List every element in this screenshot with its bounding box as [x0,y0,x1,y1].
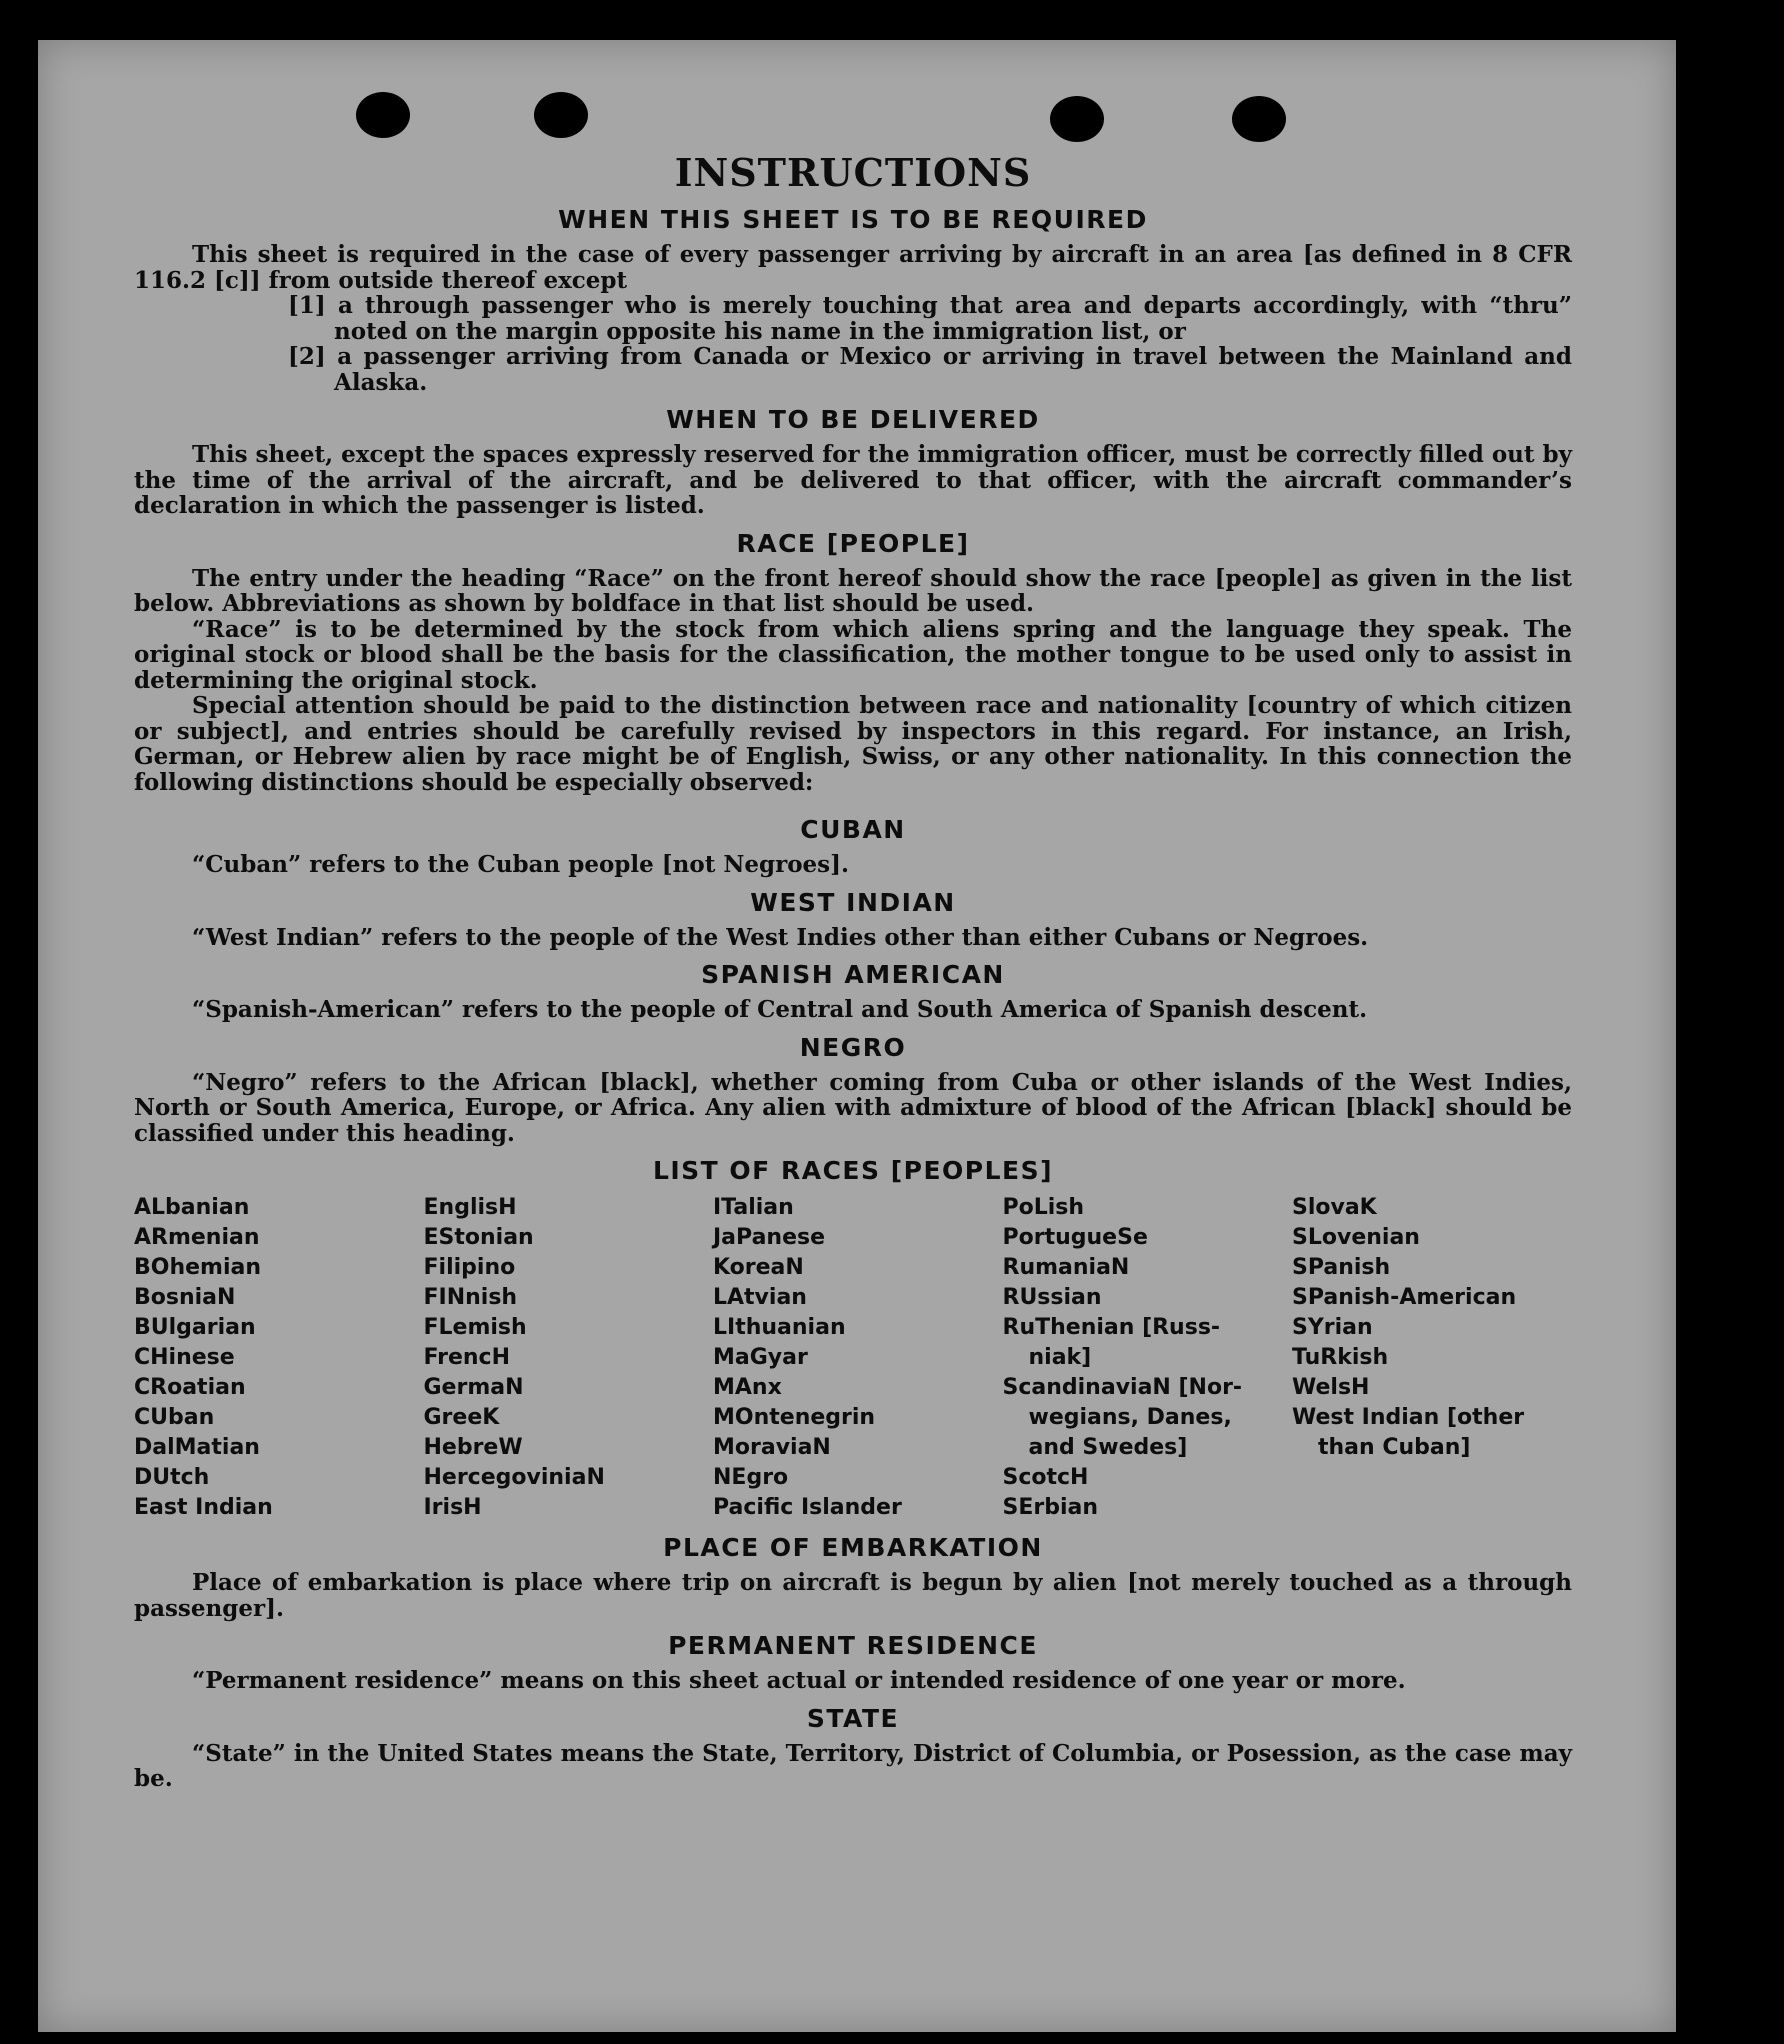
race-item: GreeK [423,1405,500,1430]
race-item: MOntenegrin [713,1405,876,1430]
race-item: ARmenian [134,1225,260,1250]
race-item: FrencH [423,1345,511,1370]
race-item: CUban [134,1405,215,1430]
races-column-2 [424,1193,704,1523]
race-item: SPanish [1292,1255,1391,1280]
race-item: ScotcH [1002,1465,1089,1490]
delivered-text: This sheet, except the spaces expressly reserved for the immigration officer, must be correctly filled out by the time of the arrival of the aircraft, and be delivered to that officer, with the aircraft commander’s declaration in which the passenger is listed. [134,441,1572,519]
races-list [134,1193,1572,1523]
race-item: ALbanian [134,1195,250,1220]
race-item: SlovaK [1292,1195,1377,1220]
race-item: BUlgarian [134,1315,256,1340]
race-item: East Indian [134,1495,273,1520]
race-item: BosniaN [134,1285,236,1310]
race-item: PortugueSe [1002,1225,1148,1250]
race-item: and Swedes] [1028,1435,1188,1460]
required-intro: This sheet is required in the case of every passenger arriving by aircraft in an area [as defined in 8 CFR 116.2 [c]] from outside thereof except [134,241,1572,294]
race-paragraph-3: Special attention should be paid to the distinction between race and nationality [country of which citizen or subject], and entries should be carefully revised by inspectors in this regard. For instance, an Irish, German, or Hebrew alien by race might be of English, Swiss, or any other nationality. In this connection the following distinctions should be especially observed: [134,692,1572,796]
race-item: niak] [1028,1345,1092,1370]
race-item: EStonian [423,1225,534,1250]
required-item-2: [2] a passenger arriving from Canada or Mexico or arriving in travel between the Mainland and Alaska. [288,343,1572,396]
document-page [38,40,1676,2032]
section-heading-residence: PERMANENT RESIDENCE [668,1631,1038,1660]
spanish-american-text: “Spanish-American” refers to the people of Central and South America of Spanish descent. [192,996,1368,1023]
races-column-5 [1292,1193,1572,1523]
race-item: LIthuanian [713,1315,846,1340]
punch-hole [534,92,588,138]
race-item: NEgro [713,1465,789,1490]
section-heading-negro: NEGRO [799,1032,907,1062]
race-item: RumaniaN [1002,1255,1130,1280]
race-item: JaPanese [713,1225,826,1250]
race-item: HercegoviniaN [423,1465,605,1490]
section-heading-west-indian: WEST INDIAN [750,887,956,917]
race-item: SLovenian [1292,1225,1420,1250]
west-indian-text: “West Indian” refers to the people of the West Indies other than either Cubans or Negroes. [192,923,1369,951]
race-item: RUssian [1002,1285,1102,1310]
section-heading-cuban: CUBAN [800,815,906,844]
section-heading-spanish-american: SPANISH AMERICAN [701,960,1005,989]
race-paragraph-2: “Race” is to be determined by the stock from which aliens spring and the language they speak. The original stock or blood shall be the basis for the classification, the mother tongue to be used only to assist in determining the original stock. [134,615,1572,694]
race-item: KoreaN [713,1255,804,1280]
punch-hole [356,92,410,138]
negro-text: “Negro” refers to the African [black], whether coming from Cuba or other islands of the West Indies, North or South America, Europe, or Africa. Any alien with admixture of blood of the African [black] should be classified under this heading. [134,1068,1572,1147]
race-item: Pacific Islander [713,1495,902,1520]
race-item: SYrian [1292,1315,1373,1340]
race-item: TuRkish [1292,1345,1389,1370]
race-item: than Cuban] [1318,1435,1471,1460]
race-item: IrisH [423,1495,482,1520]
section-heading-embarkation: PLACE OF EMBARKATION [663,1533,1043,1562]
race-item: Filipino [423,1255,516,1280]
race-item: LAtvian [713,1285,807,1310]
race-item: HebreW [423,1435,523,1460]
cuban-text: “Cuban” refers to the Cuban people [not Negroes]. [192,851,850,878]
races-column-3 [713,1193,993,1523]
section-heading-required: WHEN THIS SHEET IS TO BE REQUIRED [558,205,1148,234]
race-item: EnglisH [423,1195,517,1220]
race-item: MAnx [713,1375,782,1400]
race-item: ScandinaviaN [Nor- [1002,1375,1243,1400]
embarkation-text: Place of embarkation is place where trip on aircraft is begun by alien [not merely touched as a through passenger]. [134,1569,1572,1622]
race-item: BOhemian [134,1255,262,1280]
races-column-1 [134,1193,414,1523]
section-heading-delivered: WHEN TO BE DELIVERED [666,405,1040,434]
punch-hole [1232,96,1286,142]
race-item: SErbian [1002,1495,1099,1520]
race-item: wegians, Danes, [1028,1405,1232,1430]
race-item: FLemish [423,1315,527,1340]
race-item: PoLish [1002,1195,1085,1220]
residence-text: “Permanent residence” means on this sheet actual or intended residence of one year or more. [192,1667,1406,1694]
race-item: FINnish [423,1285,518,1310]
race-item: MaGyar [713,1345,808,1370]
race-item: DUtch [134,1465,210,1490]
race-item: DalMatian [134,1435,260,1460]
state-text: “State” in the United States means the State, Territory, District of Columbia, or Posession, as the case may be. [134,1739,1572,1792]
race-item: SPanish-American [1292,1285,1517,1310]
race-item: ITalian [713,1195,794,1220]
race-item: WelsH [1292,1375,1370,1400]
race-item: CHinese [134,1345,235,1370]
punch-hole [1050,96,1104,142]
race-paragraph-1: The entry under the heading “Race” on the front hereof should show the race [people] as given in the list below. Abbreviations as shown by boldface in that list should be used. [134,564,1572,617]
required-item-1: [1] a through passenger who is merely touching that area and departs accordingly, with “thru” noted on the margin opposite his name in the immigration list, or [288,292,1572,345]
instructions-content [134,150,1572,1792]
races-column-4 [1003,1193,1283,1523]
race-item: West Indian [other [1292,1405,1525,1430]
race-item: RuThenian [Russ- [1002,1315,1221,1340]
section-heading-state: STATE [806,1703,900,1733]
section-heading-race: RACE [PEOPLE] [736,528,970,558]
race-item: MoraviaN [713,1435,831,1460]
page-title: INSTRUCTIONS [674,150,1032,195]
race-item: CRoatian [134,1375,246,1400]
section-heading-list-of-races: LIST OF RACES [PEOPLES] [652,1156,1054,1185]
race-item: GermaN [423,1375,524,1400]
